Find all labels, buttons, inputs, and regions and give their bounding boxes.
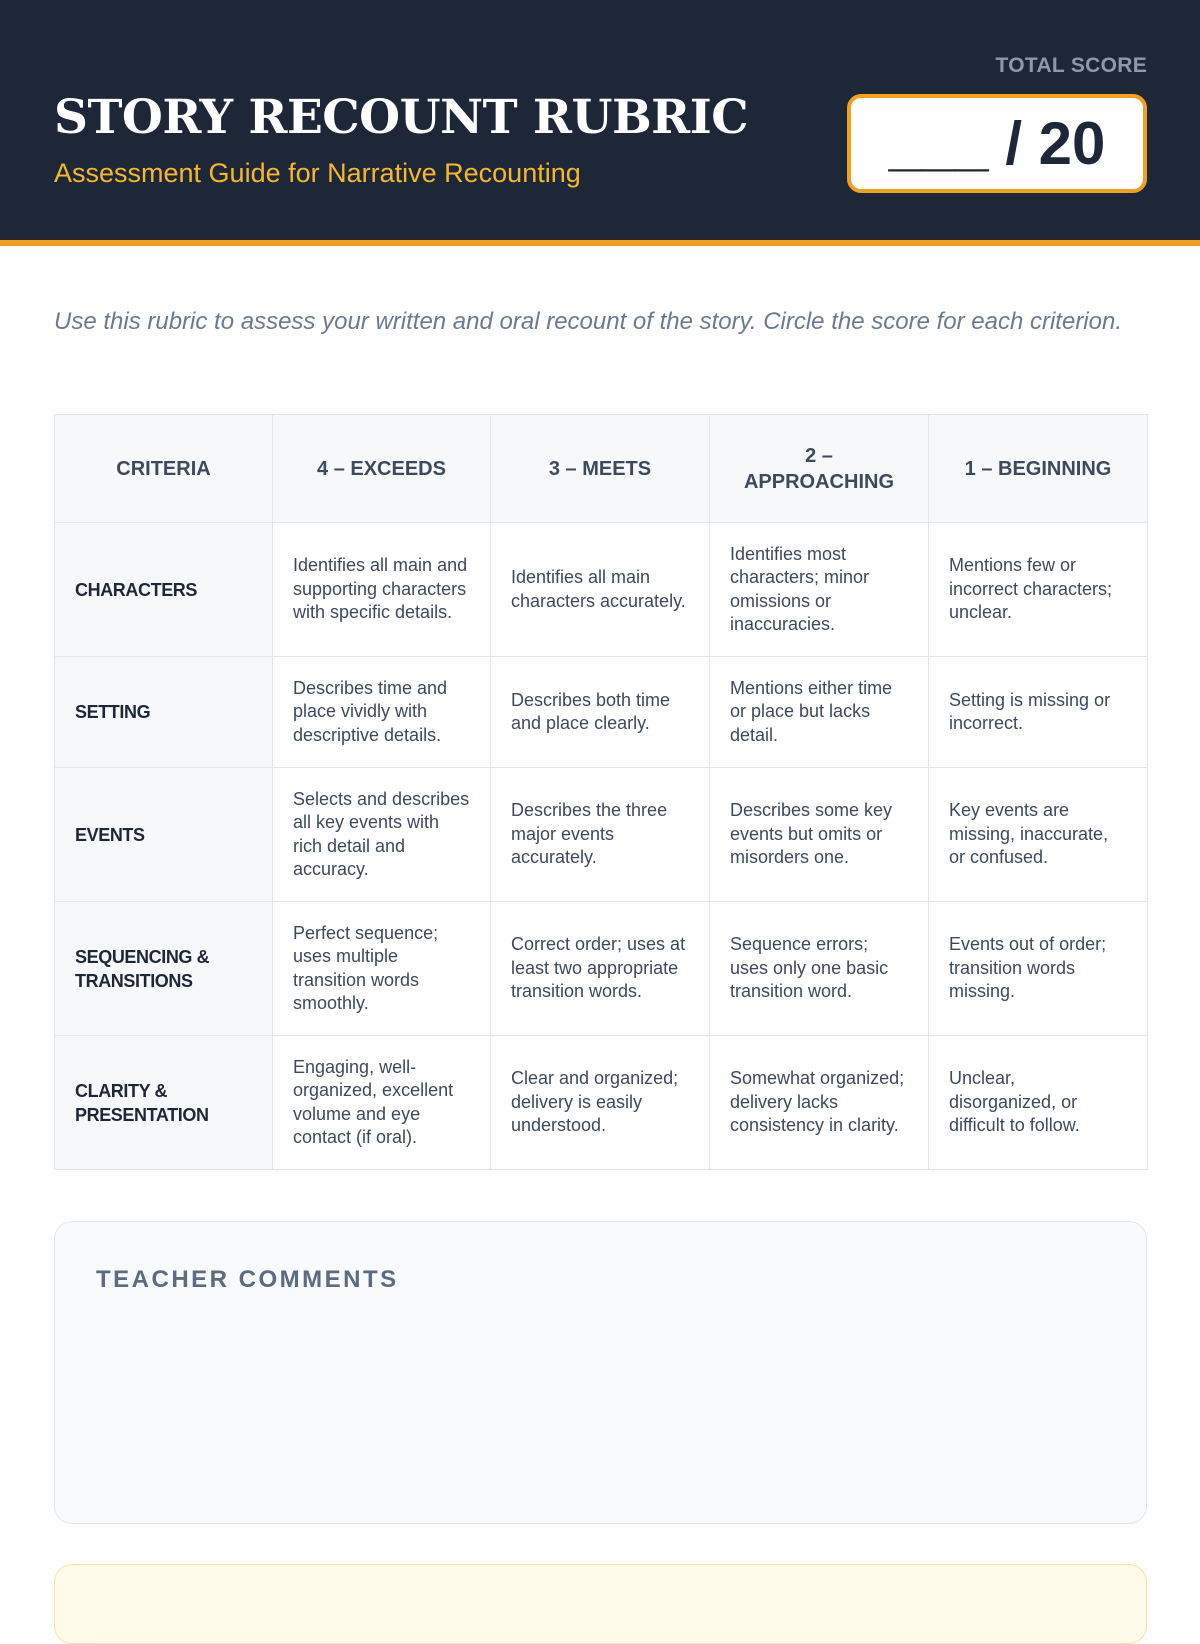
descriptor-cell: Correct order; uses at least two appropriate transition words. — [491, 902, 710, 1036]
total-score-box: ___ / 20 — [847, 94, 1147, 193]
descriptor-cell: Mentions either time or place but lacks detail. — [710, 657, 929, 768]
descriptor-cell: Somewhat organized; delivery lacks consistency in clarity. — [710, 1036, 929, 1170]
page-header — [0, 0, 1200, 246]
table-row — [55, 657, 1148, 768]
descriptor-cell: Identifies most characters; minor omissions or inaccuracies. — [710, 523, 929, 657]
page-subtitle: Assessment Guide for Narrative Recounting — [54, 158, 581, 188]
rubric-header-row — [55, 415, 1148, 523]
descriptor-cell: Clear and organized; delivery is easily understood. — [491, 1036, 710, 1170]
instructions-text: Use this rubric to assess your written and oral recount of the story. Circle the score for each criterion. — [54, 308, 1122, 335]
criterion-label: EVENTS — [55, 768, 273, 902]
rubric-table — [54, 414, 1148, 1170]
header-approaching: 2 – APPROACHING — [710, 415, 929, 523]
descriptor-cell: Engaging, well-organized, excellent volume and eye contact (if oral). — [273, 1036, 491, 1170]
teacher-comments-title: TEACHER COMMENTS — [96, 1266, 399, 1293]
descriptor-cell: Identifies all main characters accurately. — [491, 523, 710, 657]
descriptor-cell: Perfect sequence; uses multiple transition words smoothly. — [273, 902, 491, 1036]
descriptor-cell: Describes the three major events accurately. — [491, 768, 710, 902]
header-exceeds: 4 – EXCEEDS — [273, 415, 491, 523]
teacher-comments-box[interactable] — [54, 1221, 1147, 1524]
note-box — [54, 1564, 1147, 1644]
header-meets: 3 – MEETS — [491, 415, 710, 523]
descriptor-cell: Key events are missing, inaccurate, or confused. — [929, 768, 1148, 902]
total-score-label: TOTAL SCORE — [995, 54, 1147, 77]
table-row — [55, 768, 1148, 902]
header-beginning: 1 – BEGINNING — [929, 415, 1148, 523]
descriptor-cell: Mentions few or incorrect characters; unclear. — [929, 523, 1148, 657]
descriptor-cell: Events out of order; transition words missing. — [929, 902, 1148, 1036]
descriptor-cell: Setting is missing or incorrect. — [929, 657, 1148, 768]
descriptor-cell: Unclear, disorganized, or difficult to follow. — [929, 1036, 1148, 1170]
descriptor-cell: Describes both time and place clearly. — [491, 657, 710, 768]
table-row — [55, 1036, 1148, 1170]
criterion-label: CLARITY & PRESENTATION — [55, 1036, 273, 1170]
criterion-label: SEQUENCING & TRANSITIONS — [55, 902, 273, 1036]
descriptor-cell: Identifies all main and supporting characters with specific details. — [273, 523, 491, 657]
page-title: STORY RECOUNT RUBRIC — [54, 90, 749, 145]
criterion-label: CHARACTERS — [55, 523, 273, 657]
table-row — [55, 902, 1148, 1036]
descriptor-cell: Sequence errors; uses only one basic transition word. — [710, 902, 929, 1036]
table-row — [55, 523, 1148, 657]
criterion-label: SETTING — [55, 657, 273, 768]
header-criteria: CRITERIA — [55, 415, 273, 523]
descriptor-cell: Describes some key events but omits or misorders one. — [710, 768, 929, 902]
descriptor-cell: Describes time and place vividly with descriptive details. — [273, 657, 491, 768]
descriptor-cell: Selects and describes all key events with rich detail and accuracy. — [273, 768, 491, 902]
